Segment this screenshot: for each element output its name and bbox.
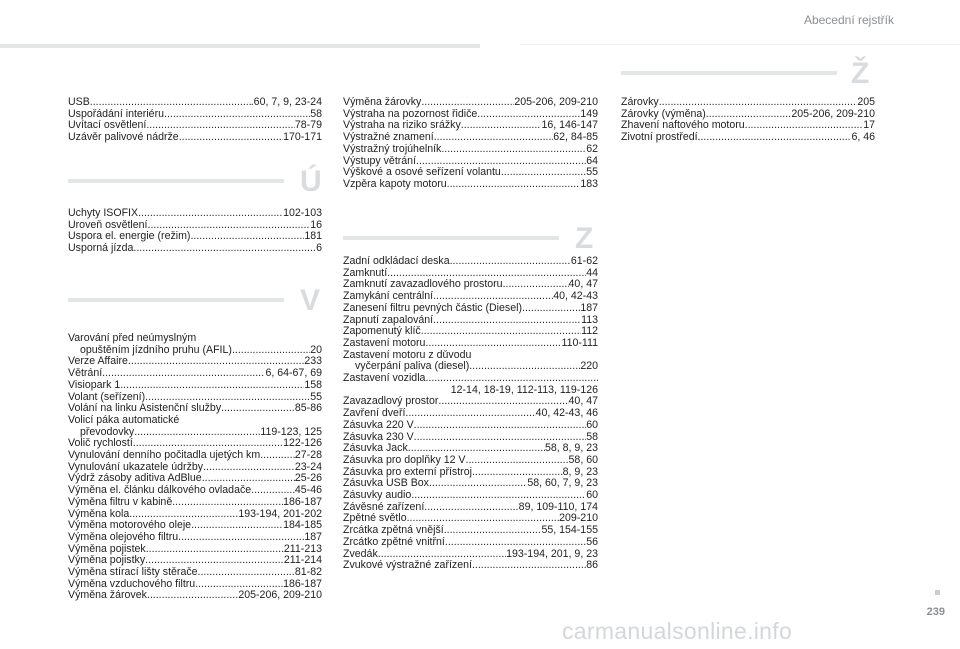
dot-leader <box>501 167 586 179</box>
section-letter: Z <box>575 222 594 255</box>
index-entry <box>68 132 322 144</box>
dot-leader <box>120 380 304 392</box>
index-entry-term: USB <box>68 97 90 108</box>
index-entry-term: Uspořádání interiéru <box>68 108 164 120</box>
dot-leader <box>145 392 310 404</box>
index-entry <box>343 350 598 362</box>
index-entry-term: Vzpěra kapoty motoru <box>343 178 447 190</box>
index-entry <box>68 520 322 532</box>
dot-leader <box>202 473 295 485</box>
index-entry-pages: 40, 47 <box>568 396 598 408</box>
index-entry-pages: 40, 47 <box>568 279 598 291</box>
index-entry-pages: 40, 42-43, 46 <box>535 408 598 420</box>
index-entry <box>68 438 322 450</box>
index-entry-term: Zamykání centrální <box>343 291 434 303</box>
index-entry-term: Zvukové výstražné zařízení <box>343 560 472 572</box>
index-entry-term: Zavření dveří <box>343 408 406 420</box>
index-entry-pages: 187 <box>304 531 322 543</box>
index-entry <box>343 97 598 109</box>
dot-leader <box>190 231 304 243</box>
page-marker <box>935 590 940 595</box>
index-entry-pages: 205 <box>857 97 875 108</box>
index-entry <box>68 555 322 567</box>
index-entry <box>68 497 322 509</box>
index-entry-term: Zásuvka 220 V <box>343 419 414 431</box>
dot-leader <box>134 427 260 439</box>
index-entry-pages: .60, 7, 9, 23-24 <box>250 97 322 108</box>
dot-leader <box>138 208 283 220</box>
index-entry <box>343 156 598 168</box>
index-entry-pages: 110-111 <box>561 337 598 349</box>
dot-leader <box>146 544 284 556</box>
top-rule-right <box>520 44 960 45</box>
page-header-title: Abecední rejstřík <box>803 13 894 27</box>
section-head-z <box>343 222 598 256</box>
index-entry <box>621 97 875 109</box>
index-entry <box>68 243 322 255</box>
index-entry-term: Zvedák <box>343 548 378 560</box>
index-entry <box>68 356 322 368</box>
index-entry-term: Zanesení filtru pevných částic (Diesel) <box>343 302 522 314</box>
index-entry <box>68 333 322 345</box>
index-entry <box>621 109 875 121</box>
index-entry-pages: 40, 42-43 <box>553 291 598 303</box>
index-entry-term: Výměna kola <box>68 508 130 520</box>
index-entry <box>343 256 598 268</box>
index-entry <box>621 132 875 144</box>
index-entry-term: Zapnutí zapalování <box>343 314 434 326</box>
index-entry-term: Životní prostředí <box>621 132 698 144</box>
index-entry-pages: 78-79 <box>294 120 322 132</box>
index-entry-term: vyčerpání paliva (diesel) <box>355 361 470 373</box>
index-entry-pages: 211-214 <box>283 555 322 567</box>
section-letter: V <box>300 284 321 317</box>
index-entry <box>343 120 598 132</box>
index-entry-pages: 209-210 <box>559 513 598 525</box>
index-entry-pages: 6, 46 <box>851 132 875 144</box>
index-entry-term: Zastavení motoru <box>343 337 426 349</box>
index-entry-pages: 8, 9, 23 <box>562 466 598 478</box>
index-entry <box>68 462 322 474</box>
dot-leader <box>411 490 586 502</box>
index-entry <box>621 120 875 132</box>
index-entry-pages: 58 <box>310 108 322 120</box>
index-entry <box>68 97 322 109</box>
index-entry <box>68 485 322 497</box>
dot-leader <box>441 144 586 156</box>
index-entry-pages: 193-194, 201-202 <box>238 508 322 520</box>
section-divider <box>621 71 837 75</box>
dot-leader <box>148 220 311 232</box>
index-entry-pages: 64 <box>586 155 598 167</box>
index-entry-term: Volant (seřízení) <box>68 391 146 403</box>
index-entry-pages: 58, 8, 9, 23 <box>544 443 598 455</box>
index-entry-pages: 184-185 <box>283 520 322 532</box>
index-entry-pages: 6 <box>316 243 322 255</box>
index-entry-term: Žárovky <box>621 97 659 108</box>
index-entry-term: Větrání <box>68 368 103 380</box>
index-entry <box>68 473 322 485</box>
index-entry <box>343 432 598 444</box>
dot-leader <box>232 345 310 357</box>
index-entry-pages: 58, 60, 7, 9, 23 <box>527 478 598 490</box>
dot-leader <box>433 315 581 327</box>
index-entry-term: Verze Affaire <box>68 356 128 368</box>
index-entry <box>343 361 598 373</box>
index-entry-term: Zásuvky audio <box>343 490 412 502</box>
index-entry <box>343 385 598 397</box>
index-entry-term: Zastavení vozidla <box>343 373 426 385</box>
index-entry-pages: 55 <box>310 391 322 403</box>
index-entry-pages: 16, 146-147 <box>541 120 598 132</box>
index-entry-term: Varování před neúmyslným <box>68 333 197 344</box>
index-entry-term: Výstraha na pozornost řidiče <box>343 108 478 120</box>
index-entry-term: Výměna motorového oleje <box>68 520 192 532</box>
index-entry-term: Zásuvka Jack <box>343 443 408 455</box>
dot-leader <box>145 555 284 567</box>
index-entry-pages: 58, 60 <box>568 454 598 466</box>
dot-leader <box>469 361 580 373</box>
index-entry <box>343 502 598 514</box>
dot-leader <box>659 97 858 109</box>
index-entry <box>343 326 598 338</box>
dot-leader <box>198 567 295 579</box>
index-entry-term: Žhavení naftového motoru <box>621 120 745 132</box>
index-entry-pages: 60 <box>586 419 598 431</box>
index-entry-pages: 16 <box>310 219 322 231</box>
dot-leader <box>429 478 527 490</box>
index-entry-pages: 193-194, 201, 9, 23 <box>506 548 598 560</box>
dot-leader <box>387 268 586 280</box>
index-section-u-acute <box>68 208 322 255</box>
index-entry <box>343 478 598 490</box>
index-entry-term: Výstražný trojúhelník <box>343 143 442 155</box>
index-entry-term: Výměna el. článku dálkového ovladače <box>68 485 252 497</box>
dot-leader <box>706 109 792 121</box>
index-entry-pages: 55, 154-155 <box>541 525 598 537</box>
index-entry <box>68 450 322 462</box>
index-entry-pages: 102-103 <box>283 208 322 219</box>
index-entry <box>68 208 322 220</box>
dot-leader <box>102 368 265 380</box>
index-entry-pages: 86 <box>586 560 598 572</box>
section-divider <box>68 298 284 302</box>
index-entry-pages: 44 <box>586 267 598 279</box>
index-entry-term: Výstraha na riziko srážky <box>343 120 461 132</box>
index-entry <box>343 560 598 572</box>
dot-leader <box>172 497 283 509</box>
index-entry-term: Výdrž zásoby aditiva AdBlue <box>68 473 202 485</box>
dot-leader <box>260 450 295 462</box>
index-entry-pages: 81-82 <box>294 567 322 579</box>
index-entry <box>68 415 322 427</box>
dot-leader <box>522 303 580 315</box>
dot-leader <box>421 326 581 338</box>
index-entry-term: Výměna pojistek <box>68 543 146 555</box>
dot-leader <box>472 560 586 572</box>
dot-leader <box>90 97 251 109</box>
index-entry-pages: 220 <box>580 361 598 373</box>
index-entry <box>343 109 598 121</box>
index-entry <box>343 373 598 385</box>
index-entry-pages: 205-206, 209-210 <box>238 590 322 602</box>
index-entry-term: Zrcátka zpětná vnější <box>343 525 444 537</box>
index-entry-term: Zrcátko zpětné vnitřní <box>343 536 445 548</box>
index-entry-term: Úsporná jízda <box>68 243 134 255</box>
dot-leader <box>164 109 310 121</box>
index-section-z-caron <box>621 97 875 144</box>
index-entry <box>68 220 322 232</box>
index-entry-term: Výměna stírací lišty stěrače <box>68 567 198 579</box>
index-entry-pages: 55 <box>586 167 598 179</box>
page-number: 239 <box>926 606 945 618</box>
dot-leader <box>745 120 864 132</box>
dot-leader <box>147 590 238 602</box>
index-section-u <box>68 97 322 144</box>
index-entry-pages: 181 <box>304 231 322 243</box>
index-entry-term: Výměna žárovek <box>68 590 147 602</box>
index-entry-term: Zadní odkládací deska <box>343 256 450 267</box>
index-entry <box>68 590 322 602</box>
index-entry <box>68 368 322 380</box>
dot-leader <box>128 356 304 368</box>
index-entry <box>68 509 322 521</box>
index-entry <box>343 513 598 525</box>
index-entry-term: Výměna pojistky <box>68 555 146 567</box>
index-entry <box>343 167 598 179</box>
index-entry-term: Uzávěr palivové nádrže <box>68 132 179 144</box>
dot-leader <box>221 403 295 415</box>
section-head-v <box>68 284 322 318</box>
section-divider <box>68 179 284 183</box>
index-entry-pages: 113 <box>581 314 598 326</box>
dot-leader <box>461 120 542 132</box>
dot-leader <box>414 420 587 432</box>
index-entry-pages: 183 <box>580 178 598 190</box>
index-entry <box>68 392 322 404</box>
index-entry-term: opuštěním jízdního pruhu (AFIL) <box>80 344 232 356</box>
index-entry-term: Výškové a osové seřízení volantu <box>343 167 501 179</box>
index-entry-pages: 20 <box>310 344 322 356</box>
index-entry-pages: 122-126 <box>283 438 322 450</box>
watermark-text: carmanualsonline.info <box>562 618 793 644</box>
index-entry <box>68 380 322 392</box>
index-entry-term: Zásuvka USB Box <box>343 478 429 490</box>
dot-leader <box>425 373 598 385</box>
index-entry <box>343 315 598 327</box>
dot-leader <box>405 408 535 420</box>
dot-leader <box>477 109 580 121</box>
index-entry-term: Výměna vzduchového filtru <box>68 578 196 590</box>
index-entry <box>343 338 598 350</box>
index-entry-term: Úchyty ISOFIX <box>68 208 139 219</box>
dot-leader <box>129 509 238 521</box>
index-entry-pages: 62 <box>586 143 598 155</box>
section-divider <box>343 236 559 240</box>
index-entry-pages: 186-187 <box>283 578 322 590</box>
index-entry-term: Volič rychlostí <box>68 438 133 450</box>
dot-leader <box>444 525 542 537</box>
index-entry-pages: 17 <box>863 120 875 132</box>
index-entry <box>343 525 598 537</box>
index-entry-pages: 112 <box>581 326 598 338</box>
dot-leader <box>191 520 283 532</box>
index-entry <box>343 144 598 156</box>
index-entry <box>343 490 598 502</box>
dot-leader <box>179 132 283 144</box>
index-entry <box>68 567 322 579</box>
index-entry-term: Úroveň osvětlení <box>68 219 148 231</box>
index-entry-pages: 205-206, 209-210 <box>514 97 598 108</box>
dot-leader <box>433 291 553 303</box>
dot-leader <box>416 156 586 168</box>
index-entry <box>68 427 322 439</box>
index-entry-term: Zásuvka pro externí přístroj <box>343 466 472 478</box>
index-entry <box>343 537 598 549</box>
dot-leader <box>425 338 561 350</box>
index-entry <box>343 455 598 467</box>
index-entry-term: Zásuvka pro doplňky 12 V <box>343 454 466 466</box>
index-entry-term: Zpětné světlo <box>343 513 407 525</box>
index-entry <box>343 291 598 303</box>
index-entry <box>343 279 598 291</box>
index-entry-term: Vynulování denního počitadla ujetých km <box>68 450 261 462</box>
dot-leader <box>251 485 295 497</box>
index-entry <box>343 443 598 455</box>
index-entry-term: Žárovky (výměna) <box>621 108 706 120</box>
index-entry-pages: 211-213 <box>283 543 322 555</box>
index-entry-term: Zamknutí <box>343 267 388 279</box>
index-section-v <box>68 333 322 602</box>
dot-leader <box>447 179 581 191</box>
index-entry-pages: 158 <box>304 379 322 391</box>
index-entry <box>68 532 322 544</box>
index-entry-pages: 62, 84-85 <box>553 132 598 144</box>
dot-leader <box>438 396 568 408</box>
index-entry-pages: 58 <box>586 431 598 443</box>
index-entry <box>68 231 322 243</box>
dot-leader <box>133 438 283 450</box>
index-entry <box>343 420 598 432</box>
dot-leader <box>450 256 571 268</box>
dot-leader <box>195 579 283 591</box>
index-entry-term: Výstražné znamení <box>343 132 434 144</box>
index-entry-term: Výměna olejového filtru <box>68 531 179 543</box>
index-entry-term: Volicí páka automatické <box>68 414 180 426</box>
dot-leader <box>445 537 586 549</box>
index-entry-pages: 170-171 <box>283 132 322 144</box>
dot-leader <box>133 243 316 255</box>
dot-leader <box>434 132 554 144</box>
index-entry <box>343 396 598 408</box>
dot-leader <box>408 443 545 455</box>
index-entry <box>343 268 598 280</box>
index-entry-term: Úspora el. energie (režim) <box>68 231 191 243</box>
index-entry-term: Zamknutí zavazadlového prostoru <box>343 279 503 291</box>
dot-leader <box>698 132 852 144</box>
dot-leader <box>421 97 514 109</box>
section-head-u-acute <box>68 165 322 199</box>
index-entry-term: Vynulování ukazatele údržby <box>68 461 204 473</box>
dot-leader <box>472 467 563 479</box>
index-entry-pages: 23-24 <box>294 461 322 473</box>
index-entry-pages: 6, 64-67, 69 <box>265 368 322 380</box>
dot-leader <box>503 279 569 291</box>
index-entry-term: Zastavení motoru z důvodu <box>343 349 472 361</box>
index-entry <box>343 467 598 479</box>
dot-leader <box>424 502 518 514</box>
index-entry-pages: 61-62 <box>570 256 598 267</box>
index-entry-term: Uvítací osvětlení <box>68 120 147 132</box>
index-entry-pages: 25-26 <box>294 473 322 485</box>
index-entry <box>343 132 598 144</box>
dot-leader <box>178 532 304 544</box>
index-entry-pages: 149 <box>580 108 598 120</box>
index-entry-pages: 12-14, 18-19, 112-113, 119-126 <box>450 384 598 396</box>
index-entry <box>343 408 598 420</box>
index-entry-pages: 60 <box>586 490 598 502</box>
index-section-z <box>343 256 598 572</box>
index-entry <box>68 109 322 121</box>
index-entry-term: Výstupy větrání <box>343 155 417 167</box>
index-section-v-continued <box>343 97 598 191</box>
index-entry <box>68 403 322 415</box>
index-entry-term: Zapomenutý klíč <box>343 326 421 338</box>
index-entry <box>68 345 322 357</box>
index-entry-pages: 89, 109-110, 174 <box>518 501 598 513</box>
index-entry <box>68 579 322 591</box>
dot-leader <box>414 432 587 444</box>
index-entry-pages: 45-46 <box>294 485 322 497</box>
index-entry <box>343 549 598 561</box>
index-entry-pages: 187 <box>580 302 598 314</box>
section-letter: Ú <box>300 165 322 198</box>
index-entry <box>343 303 598 315</box>
index-entry-term: Zásuvka 230 V <box>343 431 414 443</box>
index-entry-pages: 233 <box>304 356 322 368</box>
index-entry-pages: 205-206, 209-210 <box>791 108 875 120</box>
index-entry <box>68 544 322 556</box>
index-entry-term: Výměna filtru v kabině <box>68 496 173 508</box>
index-entry-term: Zavazadlový prostor <box>343 396 439 408</box>
index-entry-pages: 56 <box>586 536 598 548</box>
dot-leader <box>466 455 569 467</box>
dot-leader <box>407 513 560 525</box>
index-entry <box>343 179 598 191</box>
dot-leader <box>203 462 295 474</box>
index-entry-pages: 85-86 <box>294 403 322 415</box>
index-entry-term: Výměna žárovky <box>343 97 422 108</box>
index-entry-term: převodovky <box>80 426 135 438</box>
index-entry <box>68 120 322 132</box>
top-rule <box>0 44 480 48</box>
dot-leader <box>146 120 295 132</box>
index-entry-term: Volání na linku Asistenční služby <box>68 403 222 415</box>
section-head-z-caron <box>621 57 875 91</box>
index-entry-pages: 119-123, 125 <box>260 426 322 438</box>
index-entry-pages: 186-187 <box>283 496 322 508</box>
index-entry-term: Visiopark 1 <box>68 379 121 391</box>
section-letter: Ž <box>851 57 870 90</box>
dot-leader <box>378 549 506 561</box>
index-entry-pages: 27-28 <box>294 450 322 462</box>
index-entry-term: Závěsné zařízení <box>343 501 425 513</box>
